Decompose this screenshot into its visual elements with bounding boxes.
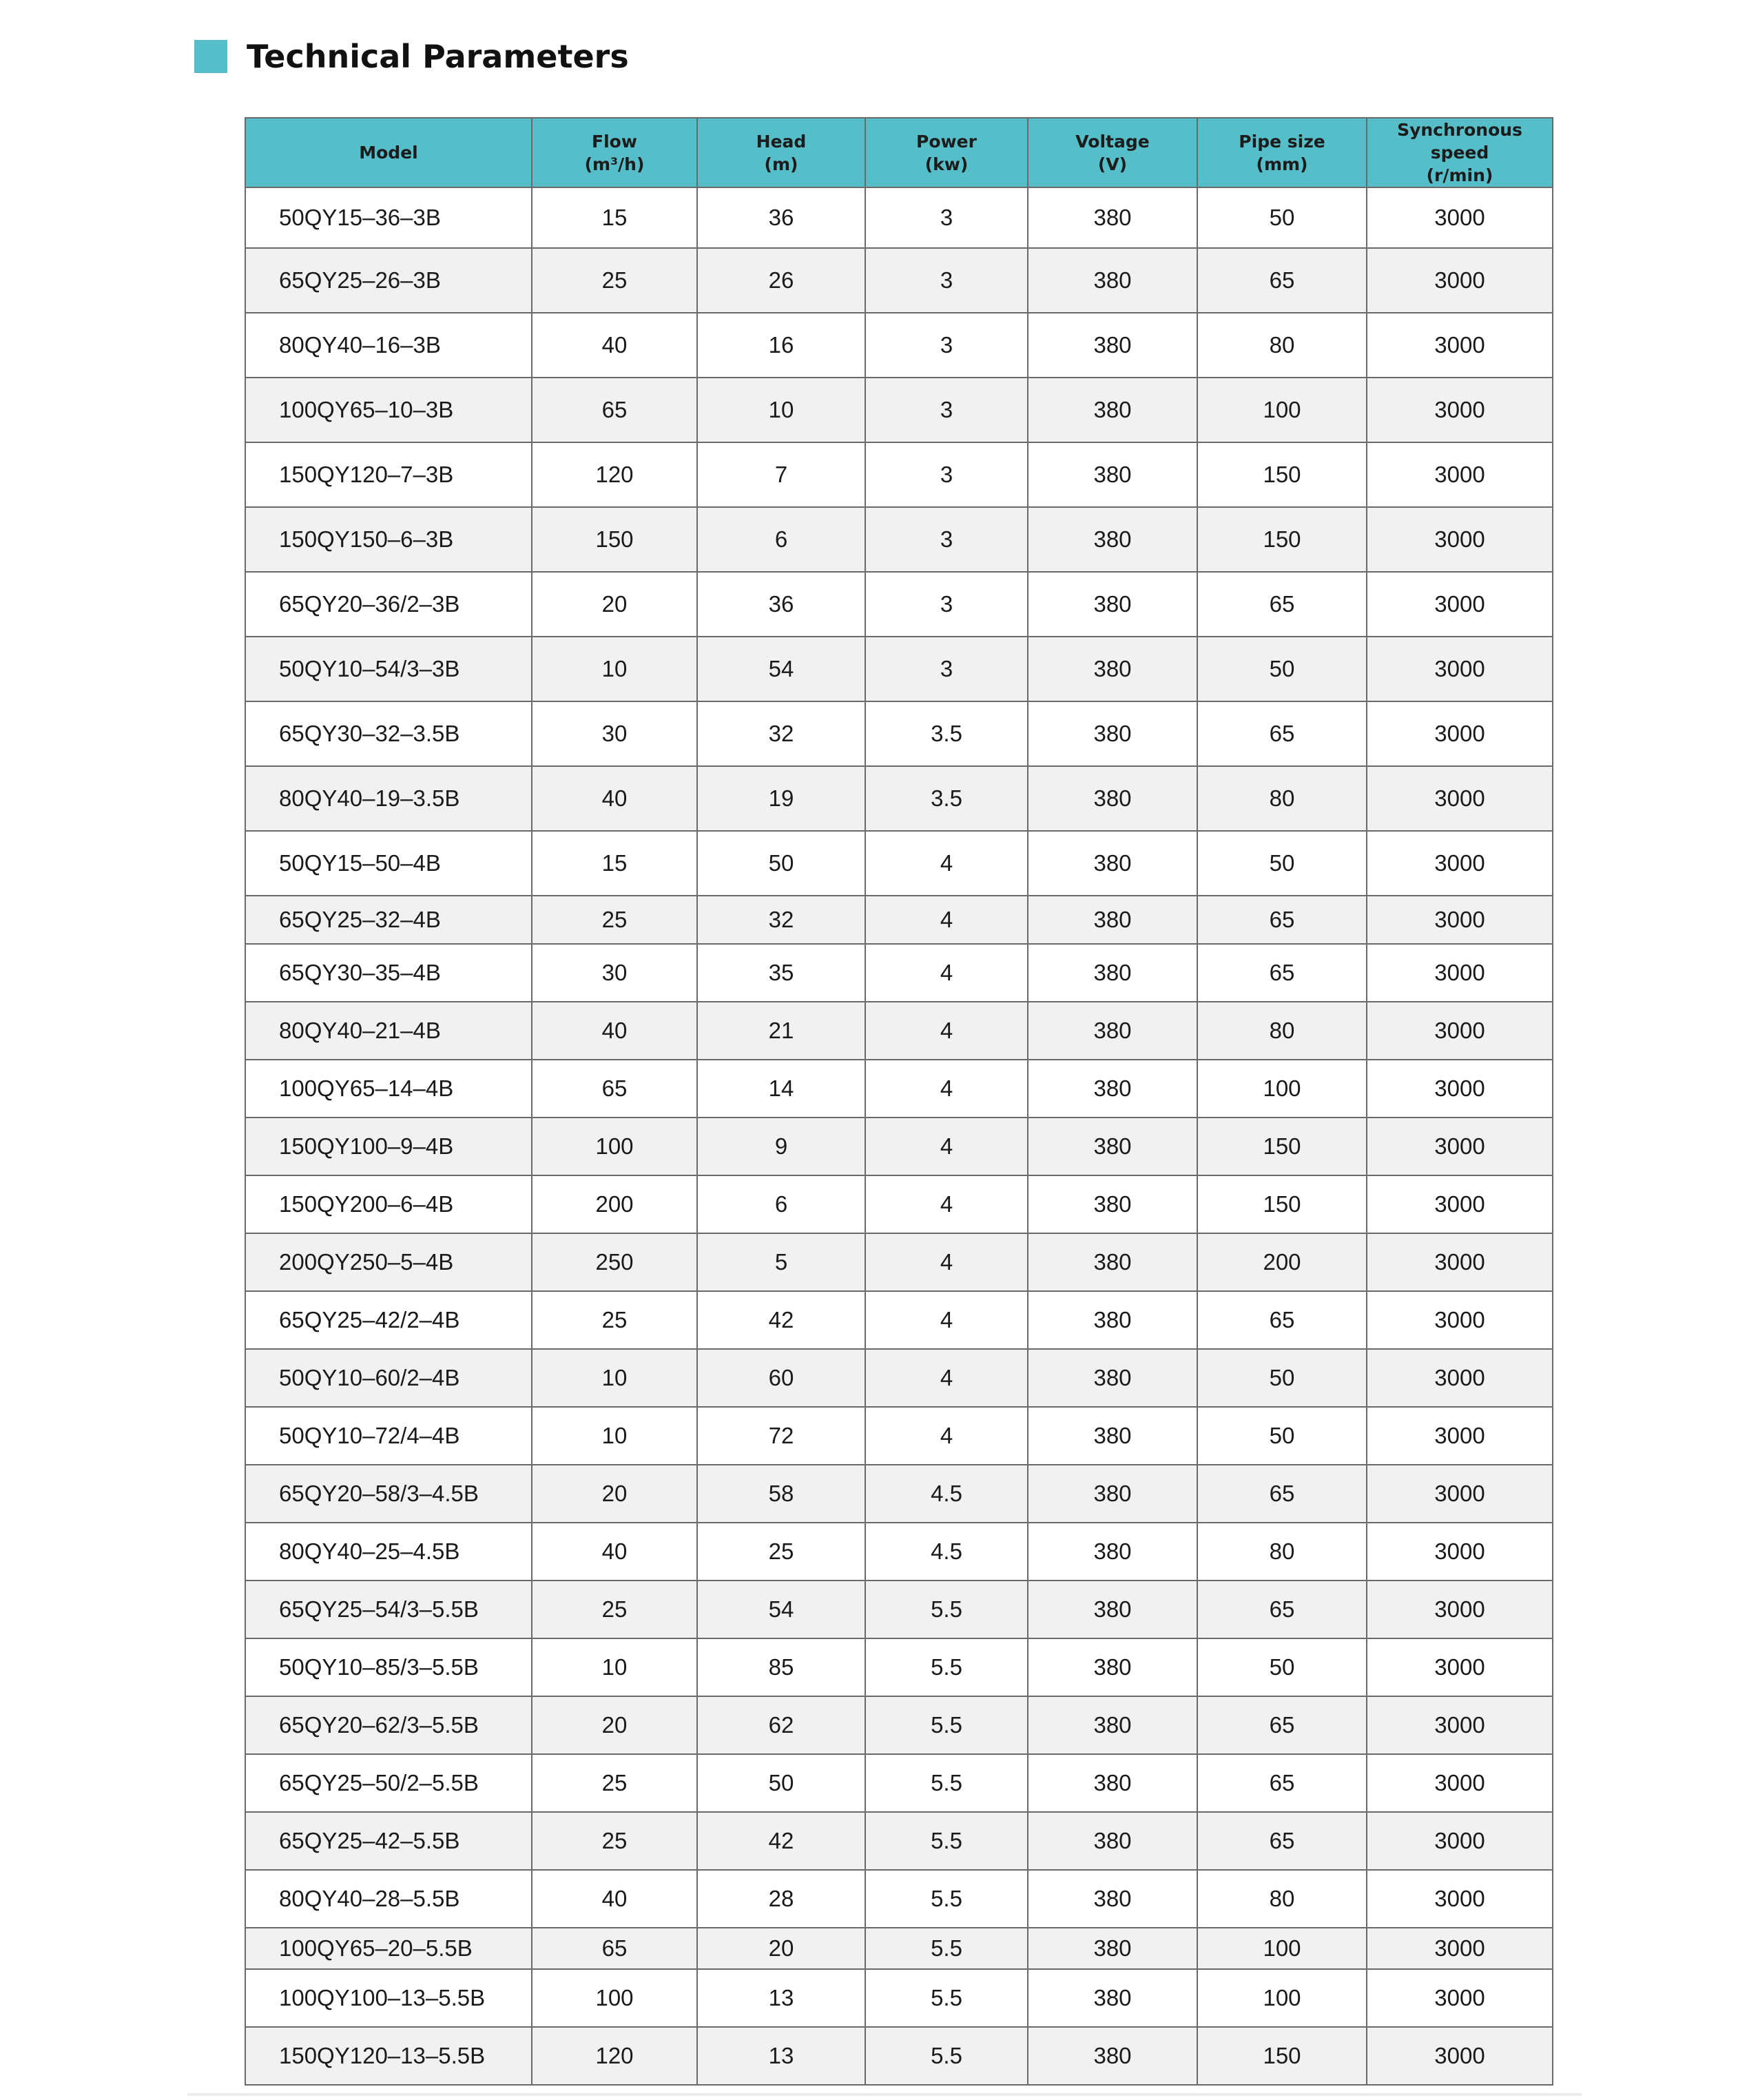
cell-speed: 3000 <box>1367 1812 1553 1870</box>
table-header-row <box>245 118 1553 187</box>
cell-head: 36 <box>697 187 865 248</box>
cell-flow: 30 <box>532 701 697 766</box>
table-row <box>245 766 1553 831</box>
table-row <box>245 248 1553 313</box>
cell-flow: 120 <box>532 2027 697 2085</box>
cell-pipe-size: 50 <box>1197 1349 1367 1407</box>
cell-voltage: 380 <box>1028 1969 1197 2027</box>
cell-speed: 3000 <box>1367 1754 1553 1812</box>
cell-flow: 150 <box>532 507 697 572</box>
cell-power: 4 <box>865 831 1028 896</box>
table-row <box>245 1060 1553 1118</box>
cell-power: 4 <box>865 1291 1028 1349</box>
cell-voltage: 380 <box>1028 637 1197 701</box>
cell-flow: 10 <box>532 1349 697 1407</box>
cell-head: 72 <box>697 1407 865 1465</box>
cell-power: 5.5 <box>865 1581 1028 1638</box>
cell-voltage: 380 <box>1028 2027 1197 2085</box>
cell-voltage: 380 <box>1028 1175 1197 1233</box>
cell-flow: 10 <box>532 1407 697 1465</box>
cell-flow: 20 <box>532 1465 697 1523</box>
cell-power: 3 <box>865 248 1028 313</box>
cell-head: 14 <box>697 1060 865 1118</box>
cell-voltage: 380 <box>1028 1870 1197 1928</box>
cell-model: 150QY120–7–3B <box>245 442 532 507</box>
cell-power: 4 <box>865 1233 1028 1291</box>
cell-speed: 3000 <box>1367 1060 1553 1118</box>
cell-pipe-size: 65 <box>1197 572 1367 637</box>
cell-voltage: 380 <box>1028 1349 1197 1407</box>
cell-model: 65QY20–58/3–4.5B <box>245 1465 532 1523</box>
table-row <box>245 701 1553 766</box>
cell-pipe-size: 50 <box>1197 831 1367 896</box>
cell-flow: 120 <box>532 442 697 507</box>
cell-power: 5.5 <box>865 1754 1028 1812</box>
cell-voltage: 380 <box>1028 1233 1197 1291</box>
cell-model: 50QY10–85/3–5.5B <box>245 1638 532 1696</box>
cell-voltage: 380 <box>1028 187 1197 248</box>
cell-pipe-size: 65 <box>1197 1812 1367 1870</box>
cell-head: 85 <box>697 1638 865 1696</box>
cell-speed: 3000 <box>1367 442 1553 507</box>
cell-power: 4 <box>865 1118 1028 1175</box>
cell-voltage: 380 <box>1028 944 1197 1002</box>
cell-power: 3 <box>865 187 1028 248</box>
cell-head: 62 <box>697 1696 865 1754</box>
cell-model: 50QY15–36–3B <box>245 187 532 248</box>
cell-head: 26 <box>697 248 865 313</box>
cell-head: 58 <box>697 1465 865 1523</box>
table-row <box>245 1233 1553 1291</box>
table-body <box>245 187 1553 2085</box>
cell-flow: 10 <box>532 637 697 701</box>
table-row <box>245 187 1553 248</box>
cell-pipe-size: 65 <box>1197 1581 1367 1638</box>
cell-power: 3 <box>865 507 1028 572</box>
cell-speed: 3000 <box>1367 1870 1553 1928</box>
cell-head: 42 <box>697 1291 865 1349</box>
column-header-model: Model <box>245 118 532 187</box>
cell-flow: 10 <box>532 1638 697 1696</box>
section-header <box>194 36 629 77</box>
cell-pipe-size: 80 <box>1197 1002 1367 1060</box>
cell-power: 5.5 <box>865 1812 1028 1870</box>
cell-model: 65QY25–42–5.5B <box>245 1812 532 1870</box>
table-row <box>245 572 1553 637</box>
table-row <box>245 378 1553 442</box>
cell-head: 54 <box>697 1581 865 1638</box>
cell-pipe-size: 50 <box>1197 1407 1367 1465</box>
cell-flow: 15 <box>532 831 697 896</box>
cell-pipe-size: 65 <box>1197 1465 1367 1523</box>
cell-head: 28 <box>697 1870 865 1928</box>
cell-flow: 200 <box>532 1175 697 1233</box>
page-title: Technical Parameters <box>247 38 629 75</box>
column-header-flow: Flow (m³/h) <box>532 118 697 187</box>
cell-power: 3 <box>865 442 1028 507</box>
cell-power: 4 <box>865 1002 1028 1060</box>
cell-model: 50QY10–54/3–3B <box>245 637 532 701</box>
cell-pipe-size: 50 <box>1197 187 1367 248</box>
cell-head: 20 <box>697 1928 865 1969</box>
cell-head: 42 <box>697 1812 865 1870</box>
cell-voltage: 380 <box>1028 766 1197 831</box>
cell-flow: 30 <box>532 944 697 1002</box>
cell-head: 32 <box>697 896 865 944</box>
cell-speed: 3000 <box>1367 572 1553 637</box>
cell-model: 80QY40–19–3.5B <box>245 766 532 831</box>
cell-voltage: 380 <box>1028 701 1197 766</box>
cell-power: 4 <box>865 1349 1028 1407</box>
cell-voltage: 380 <box>1028 896 1197 944</box>
cell-model: 100QY100–13–5.5B <box>245 1969 532 2027</box>
cell-power: 4 <box>865 944 1028 1002</box>
cell-pipe-size: 150 <box>1197 2027 1367 2085</box>
table-row <box>245 1754 1553 1812</box>
table-row <box>245 1696 1553 1754</box>
cell-speed: 3000 <box>1367 831 1553 896</box>
cell-power: 3 <box>865 637 1028 701</box>
cell-flow: 40 <box>532 1002 697 1060</box>
cell-speed: 3000 <box>1367 1233 1553 1291</box>
cell-voltage: 380 <box>1028 831 1197 896</box>
cell-speed: 3000 <box>1367 1969 1553 2027</box>
cell-power: 5.5 <box>865 1638 1028 1696</box>
cell-model: 150QY100–9–4B <box>245 1118 532 1175</box>
cell-voltage: 380 <box>1028 1754 1197 1812</box>
cell-model: 50QY10–72/4–4B <box>245 1407 532 1465</box>
cell-pipe-size: 200 <box>1197 1233 1367 1291</box>
cell-flow: 40 <box>532 1870 697 1928</box>
cell-head: 13 <box>697 2027 865 2085</box>
cell-flow: 65 <box>532 378 697 442</box>
cell-head: 9 <box>697 1118 865 1175</box>
cell-pipe-size: 65 <box>1197 248 1367 313</box>
table-row <box>245 637 1553 701</box>
cell-flow: 15 <box>532 187 697 248</box>
table-row <box>245 1969 1553 2027</box>
cell-voltage: 380 <box>1028 507 1197 572</box>
cell-model: 80QY40–25–4.5B <box>245 1523 532 1581</box>
cell-model: 150QY120–13–5.5B <box>245 2027 532 2085</box>
footer-divider <box>187 2093 1582 2096</box>
cell-pipe-size: 100 <box>1197 1928 1367 1969</box>
cell-voltage: 380 <box>1028 1002 1197 1060</box>
cell-model: 80QY40–21–4B <box>245 1002 532 1060</box>
cell-speed: 3000 <box>1367 507 1553 572</box>
cell-head: 35 <box>697 944 865 1002</box>
table-row <box>245 1291 1553 1349</box>
cell-speed: 3000 <box>1367 1175 1553 1233</box>
cell-head: 50 <box>697 831 865 896</box>
cell-voltage: 380 <box>1028 1465 1197 1523</box>
cell-voltage: 380 <box>1028 1638 1197 1696</box>
cell-voltage: 380 <box>1028 248 1197 313</box>
cell-pipe-size: 65 <box>1197 944 1367 1002</box>
cell-speed: 3000 <box>1367 637 1553 701</box>
cell-pipe-size: 80 <box>1197 313 1367 378</box>
column-header-head: Head (m) <box>697 118 865 187</box>
table-row <box>245 1407 1553 1465</box>
cell-power: 5.5 <box>865 1870 1028 1928</box>
cell-head: 50 <box>697 1754 865 1812</box>
cell-power: 4 <box>865 1407 1028 1465</box>
cell-model: 200QY250–5–4B <box>245 1233 532 1291</box>
cell-voltage: 380 <box>1028 1581 1197 1638</box>
cell-pipe-size: 80 <box>1197 1870 1367 1928</box>
cell-pipe-size: 65 <box>1197 1696 1367 1754</box>
cell-head: 6 <box>697 507 865 572</box>
cell-voltage: 380 <box>1028 1928 1197 1969</box>
cell-model: 65QY20–62/3–5.5B <box>245 1696 532 1754</box>
cell-model: 50QY15–50–4B <box>245 831 532 896</box>
cell-head: 16 <box>697 313 865 378</box>
cell-speed: 3000 <box>1367 1291 1553 1349</box>
cell-model: 65QY25–42/2–4B <box>245 1291 532 1349</box>
cell-speed: 3000 <box>1367 1349 1553 1407</box>
cell-speed: 3000 <box>1367 1928 1553 1969</box>
table-row <box>245 1349 1553 1407</box>
cell-flow: 250 <box>532 1233 697 1291</box>
cell-pipe-size: 50 <box>1197 637 1367 701</box>
table-row <box>245 1523 1553 1581</box>
table-row <box>245 1928 1553 1969</box>
cell-power: 4.5 <box>865 1465 1028 1523</box>
cell-power: 3 <box>865 378 1028 442</box>
cell-head: 60 <box>697 1349 865 1407</box>
technical-parameters-table <box>245 117 1553 2086</box>
cell-head: 19 <box>697 766 865 831</box>
cell-speed: 3000 <box>1367 1638 1553 1696</box>
cell-model: 100QY65–14–4B <box>245 1060 532 1118</box>
cell-pipe-size: 50 <box>1197 1638 1367 1696</box>
table-row <box>245 1465 1553 1523</box>
cell-flow: 20 <box>532 1696 697 1754</box>
table-row <box>245 1002 1553 1060</box>
cell-voltage: 380 <box>1028 1291 1197 1349</box>
cell-model: 65QY25–54/3–5.5B <box>245 1581 532 1638</box>
cell-pipe-size: 100 <box>1197 378 1367 442</box>
cell-speed: 3000 <box>1367 2027 1553 2085</box>
cell-power: 3.5 <box>865 766 1028 831</box>
cell-power: 5.5 <box>865 1969 1028 2027</box>
cell-power: 5.5 <box>865 1696 1028 1754</box>
cell-flow: 25 <box>532 1754 697 1812</box>
table-row <box>245 1812 1553 1870</box>
cell-speed: 3000 <box>1367 896 1553 944</box>
column-header-power: Power (kw) <box>865 118 1028 187</box>
cell-head: 5 <box>697 1233 865 1291</box>
column-header-voltage: Voltage (V) <box>1028 118 1197 187</box>
cell-model: 65QY25–32–4B <box>245 896 532 944</box>
cell-model: 65QY30–32–3.5B <box>245 701 532 766</box>
cell-speed: 3000 <box>1367 701 1553 766</box>
cell-speed: 3000 <box>1367 1407 1553 1465</box>
cell-head: 7 <box>697 442 865 507</box>
cell-voltage: 380 <box>1028 313 1197 378</box>
cell-pipe-size: 100 <box>1197 1969 1367 2027</box>
table-row <box>245 507 1553 572</box>
cell-model: 65QY25–26–3B <box>245 248 532 313</box>
cell-flow: 40 <box>532 766 697 831</box>
table-row <box>245 1581 1553 1638</box>
cell-head: 21 <box>697 1002 865 1060</box>
cell-power: 3 <box>865 313 1028 378</box>
cell-voltage: 380 <box>1028 1523 1197 1581</box>
table-row <box>245 442 1553 507</box>
cell-model: 100QY65–10–3B <box>245 378 532 442</box>
cell-power: 5.5 <box>865 1928 1028 1969</box>
cell-voltage: 380 <box>1028 442 1197 507</box>
cell-voltage: 380 <box>1028 378 1197 442</box>
column-header-pipe-size: Pipe size (mm) <box>1197 118 1367 187</box>
cell-pipe-size: 65 <box>1197 1754 1367 1812</box>
cell-pipe-size: 100 <box>1197 1060 1367 1118</box>
table-row <box>245 1638 1553 1696</box>
cell-model: 150QY150–6–3B <box>245 507 532 572</box>
cell-power: 4.5 <box>865 1523 1028 1581</box>
cell-speed: 3000 <box>1367 248 1553 313</box>
cell-voltage: 380 <box>1028 1060 1197 1118</box>
cell-flow: 25 <box>532 1581 697 1638</box>
cell-head: 32 <box>697 701 865 766</box>
cell-model: 50QY10–60/2–4B <box>245 1349 532 1407</box>
cell-power: 4 <box>865 896 1028 944</box>
table-row <box>245 896 1553 944</box>
cell-flow: 40 <box>532 313 697 378</box>
cell-speed: 3000 <box>1367 1002 1553 1060</box>
cell-speed: 3000 <box>1367 1523 1553 1581</box>
cell-speed: 3000 <box>1367 766 1553 831</box>
cell-power: 4 <box>865 1175 1028 1233</box>
cell-head: 54 <box>697 637 865 701</box>
cell-pipe-size: 150 <box>1197 1118 1367 1175</box>
table-row <box>245 2027 1553 2085</box>
cell-head: 10 <box>697 378 865 442</box>
cell-model: 80QY40–16–3B <box>245 313 532 378</box>
cell-flow: 25 <box>532 896 697 944</box>
cell-model: 80QY40–28–5.5B <box>245 1870 532 1928</box>
cell-pipe-size: 80 <box>1197 766 1367 831</box>
cell-model: 65QY20–36/2–3B <box>245 572 532 637</box>
cell-flow: 40 <box>532 1523 697 1581</box>
cell-voltage: 380 <box>1028 1118 1197 1175</box>
cell-model: 150QY200–6–4B <box>245 1175 532 1233</box>
column-header-synchronous-speed: Synchronous speed (r/min) <box>1367 118 1553 187</box>
cell-speed: 3000 <box>1367 187 1553 248</box>
table-row <box>245 1118 1553 1175</box>
cell-voltage: 380 <box>1028 1696 1197 1754</box>
table-row <box>245 1870 1553 1928</box>
cell-speed: 3000 <box>1367 944 1553 1002</box>
cell-flow: 25 <box>532 1812 697 1870</box>
cell-flow: 65 <box>532 1060 697 1118</box>
cell-voltage: 380 <box>1028 1812 1197 1870</box>
cell-flow: 25 <box>532 248 697 313</box>
cell-power: 3 <box>865 572 1028 637</box>
cell-head: 25 <box>697 1523 865 1581</box>
cell-voltage: 380 <box>1028 1407 1197 1465</box>
table-row <box>245 313 1553 378</box>
cell-pipe-size: 150 <box>1197 507 1367 572</box>
cell-pipe-size: 65 <box>1197 896 1367 944</box>
cell-head: 13 <box>697 1969 865 2027</box>
cell-pipe-size: 65 <box>1197 701 1367 766</box>
cell-pipe-size: 80 <box>1197 1523 1367 1581</box>
cell-speed: 3000 <box>1367 378 1553 442</box>
cell-speed: 3000 <box>1367 1581 1553 1638</box>
cell-head: 6 <box>697 1175 865 1233</box>
cell-voltage: 380 <box>1028 572 1197 637</box>
cell-model: 65QY30–35–4B <box>245 944 532 1002</box>
cell-head: 36 <box>697 572 865 637</box>
cell-speed: 3000 <box>1367 1465 1553 1523</box>
cell-flow: 20 <box>532 572 697 637</box>
cell-model: 65QY25–50/2–5.5B <box>245 1754 532 1812</box>
cell-flow: 100 <box>532 1118 697 1175</box>
table-row <box>245 1175 1553 1233</box>
cell-pipe-size: 65 <box>1197 1291 1367 1349</box>
table-row <box>245 944 1553 1002</box>
cell-speed: 3000 <box>1367 313 1553 378</box>
cell-power: 4 <box>865 1060 1028 1118</box>
cell-pipe-size: 150 <box>1197 1175 1367 1233</box>
table-row <box>245 831 1553 896</box>
cell-speed: 3000 <box>1367 1118 1553 1175</box>
cell-speed: 3000 <box>1367 1696 1553 1754</box>
cell-power: 5.5 <box>865 2027 1028 2085</box>
cell-model: 100QY65–20–5.5B <box>245 1928 532 1969</box>
title-marker-icon <box>194 40 227 73</box>
cell-flow: 65 <box>532 1928 697 1969</box>
cell-flow: 100 <box>532 1969 697 2027</box>
cell-power: 3.5 <box>865 701 1028 766</box>
cell-pipe-size: 150 <box>1197 442 1367 507</box>
cell-flow: 25 <box>532 1291 697 1349</box>
